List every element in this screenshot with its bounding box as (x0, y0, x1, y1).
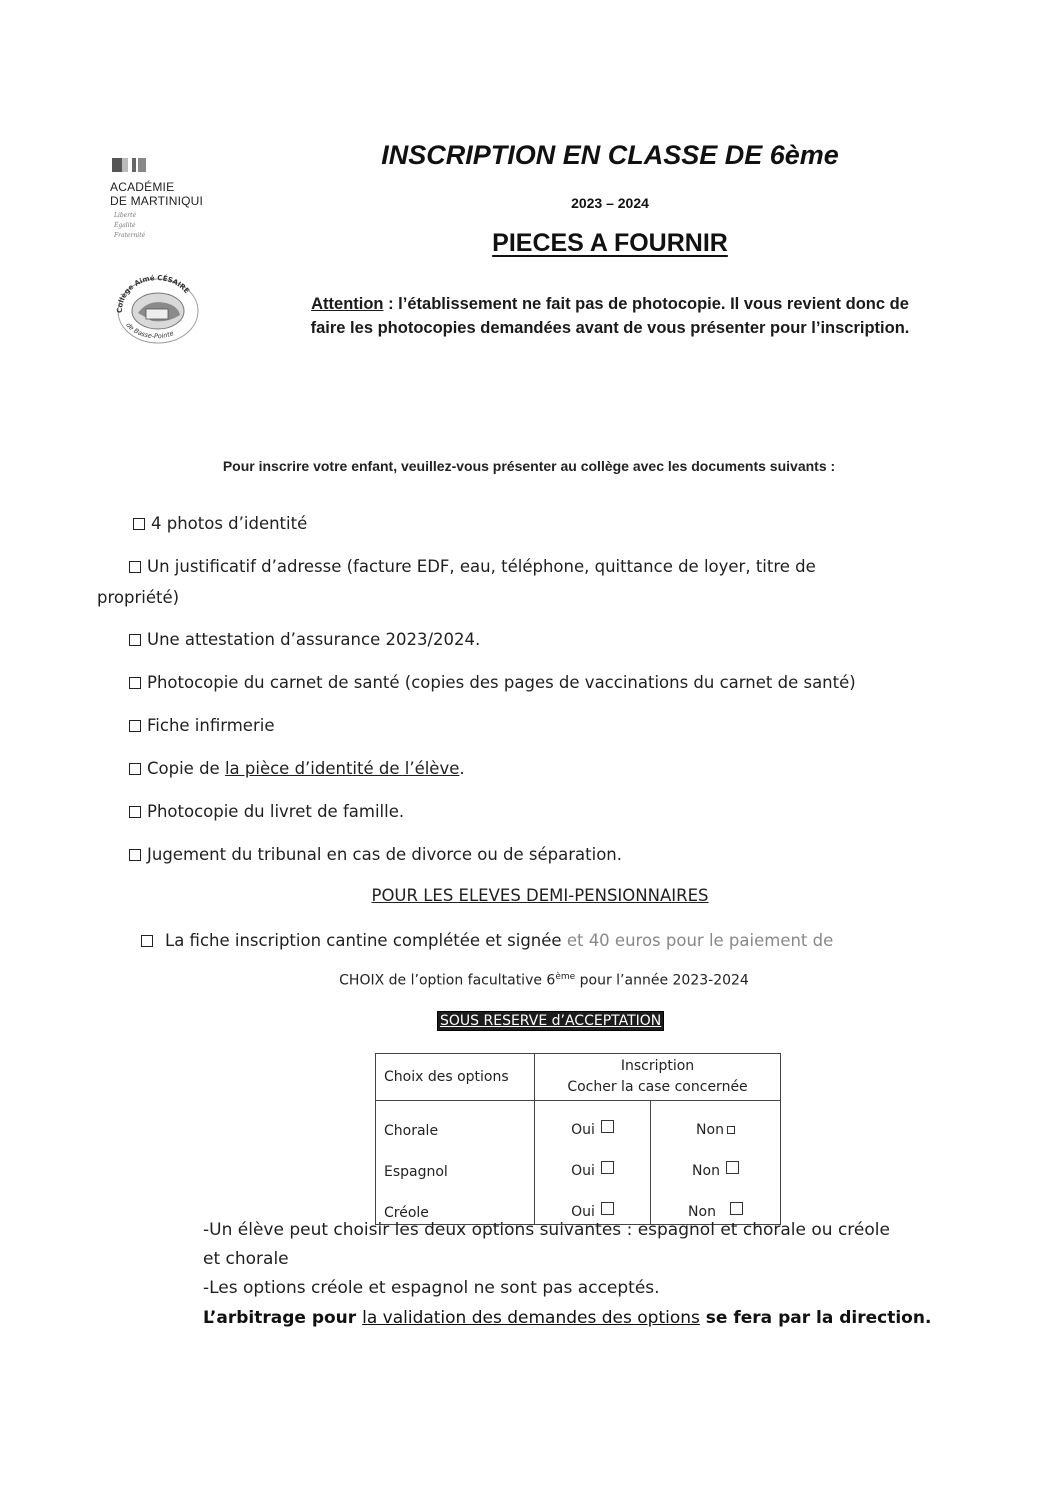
doc-item-assurance (129, 629, 480, 651)
motto-fraternite: Fraternité (114, 232, 146, 239)
academy-line1: ACADÉMIE (110, 180, 175, 194)
non-label: Non (696, 1122, 724, 1138)
doc-item-jugement (129, 844, 622, 866)
checkbox-carnet[interactable] (129, 677, 141, 689)
non-cell-espagnol (651, 1142, 781, 1183)
oui-label: Oui (571, 1122, 595, 1138)
choix-suffix: pour l’année 2023-2024 (575, 972, 749, 989)
doc-item-justificatif (129, 556, 816, 578)
seal-bottom-text: de Basse-Pointe (124, 321, 175, 341)
note-line1: -Un élève peut choisir les deux options suivantes : espagnol et chorale ou créole (203, 1220, 890, 1240)
doc-copie-prefix: Copie de (147, 759, 225, 778)
marianne-logo (112, 158, 148, 172)
option-creole: Créole (376, 1183, 535, 1225)
checkbox-assurance[interactable] (129, 634, 141, 646)
attention-notice (250, 292, 970, 340)
cantine-faded-text: et 40 euros pour le paiement de (561, 931, 834, 950)
college-seal-logo (108, 273, 204, 347)
choix-sup: ème (555, 972, 576, 982)
doc-assurance-label: Une attestation d’assurance 2023/2024. (147, 630, 481, 649)
choix-prefix: CHOIX de l’option facultative 6 (339, 972, 556, 989)
option-chorale: Chorale (376, 1101, 535, 1143)
doc-photos-label: 4 photos d’identité (151, 514, 308, 533)
final-underlined: la validation des demandes des options (362, 1308, 700, 1328)
checkbox-copie[interactable] (129, 763, 141, 775)
doc-item-cantine (141, 930, 833, 952)
option-choice-heading (0, 972, 1058, 989)
note-line2: et chorale (203, 1249, 289, 1269)
checkbox-cantine[interactable] (141, 935, 153, 947)
checkbox-espagnol-non[interactable] (726, 1161, 739, 1174)
oui-label: Oui (571, 1163, 595, 1179)
doc-justificatif-line2: propriété) (97, 588, 180, 607)
note-line3: -Les options créole et espagnol ne sont pas acceptés. (203, 1278, 660, 1298)
checkbox-creole-oui[interactable] (601, 1202, 614, 1215)
cantine-label: La fiche inscription cantine complétée et signée (165, 931, 562, 950)
checkbox-jugement[interactable] (129, 849, 141, 861)
non-label: Non (688, 1204, 716, 1220)
attention-text2: faire les photocopies demandées avant de vous présenter pour l’inscription. (310, 319, 910, 337)
doc-item-livret (129, 801, 404, 823)
header-inscription (535, 1054, 781, 1101)
table-header-row (376, 1054, 781, 1101)
non-cell-chorale (651, 1101, 781, 1143)
attention-text1: : l’établissement ne fait pas de photocopie. Il vous revient donc de (383, 295, 909, 313)
reserve-banner: SOUS RESERVE d’ACCEPTATION (437, 1011, 664, 1031)
doc-carnet-label: Photocopie du carnet de santé (copies des pages de vaccinations du carnet de santé) (147, 673, 856, 692)
republic-motto (114, 211, 145, 241)
doc-item-carnet (129, 672, 856, 694)
non-label: Non (692, 1163, 720, 1179)
checkbox-chorale-non[interactable] (727, 1126, 735, 1134)
doc-copie-link: la pièce d’identité de l’élève (224, 759, 460, 778)
intro-text: Pour inscrire votre enfant, veuillez-vous présenter au collège avec les documents suivants : (222, 458, 836, 474)
arbitrage-note (203, 1308, 931, 1328)
checkbox-livret[interactable] (129, 806, 141, 818)
checkbox-photos[interactable] (133, 518, 145, 530)
doc-justificatif-label: Un justificatif d’adresse (facture EDF, eau, téléphone, quittance de loyer, titre de (147, 557, 816, 576)
doc-item-fiche (129, 715, 274, 737)
header-inscription-line1: Inscription (620, 1058, 695, 1074)
doc-copie-suffix: . (459, 759, 465, 778)
doc-item-photos (133, 513, 307, 535)
attention-label: Attention (311, 295, 384, 313)
checkbox-chorale-oui[interactable] (601, 1120, 614, 1133)
table-row (376, 1101, 781, 1143)
motto-egalite: Égalité (114, 222, 136, 229)
doc-jugement-label: Jugement du tribunal en cas de divorce ou de séparation. (147, 845, 622, 864)
checkbox-fiche[interactable] (129, 720, 141, 732)
doc-item-copie (129, 758, 465, 780)
seal-top-text: Collège Aimé CÉSAIRE (115, 273, 191, 314)
doc-livret-label: Photocopie du livret de famille. (147, 802, 405, 821)
demi-pensionnaires-heading: POUR LES ELEVES DEMI-PENSIONNAIRES (371, 886, 709, 905)
table-row (376, 1142, 781, 1183)
header-choix: Choix des options (376, 1054, 535, 1101)
checkbox-espagnol-oui[interactable] (601, 1161, 614, 1174)
oui-label: Oui (571, 1204, 595, 1220)
doc-fiche-label: Fiche infirmerie (147, 716, 275, 735)
checkbox-creole-non[interactable] (730, 1202, 743, 1215)
motto-liberte: Liberté (114, 212, 137, 219)
academy-line2: DE MARTINIQUI (110, 194, 204, 208)
final-suffix: se fera par la direction. (699, 1308, 932, 1328)
oui-cell-chorale (535, 1101, 651, 1143)
option-espagnol: Espagnol (376, 1142, 535, 1183)
pieces-heading (250, 229, 970, 258)
page-title: INSCRIPTION EN CLASSE DE 6ème (381, 140, 839, 170)
academy-name (110, 180, 203, 208)
header-inscription-line2: Cocher la case concernée (567, 1079, 748, 1095)
final-prefix: L’arbitrage pour (203, 1308, 363, 1328)
options-notes (203, 1216, 983, 1303)
school-year: 2023 – 2024 (571, 195, 649, 211)
options-table (375, 1053, 781, 1225)
pieces-heading-text: PIECES A FOURNIR (492, 229, 728, 257)
checkbox-justificatif[interactable] (129, 561, 141, 573)
oui-cell-espagnol (535, 1142, 651, 1183)
